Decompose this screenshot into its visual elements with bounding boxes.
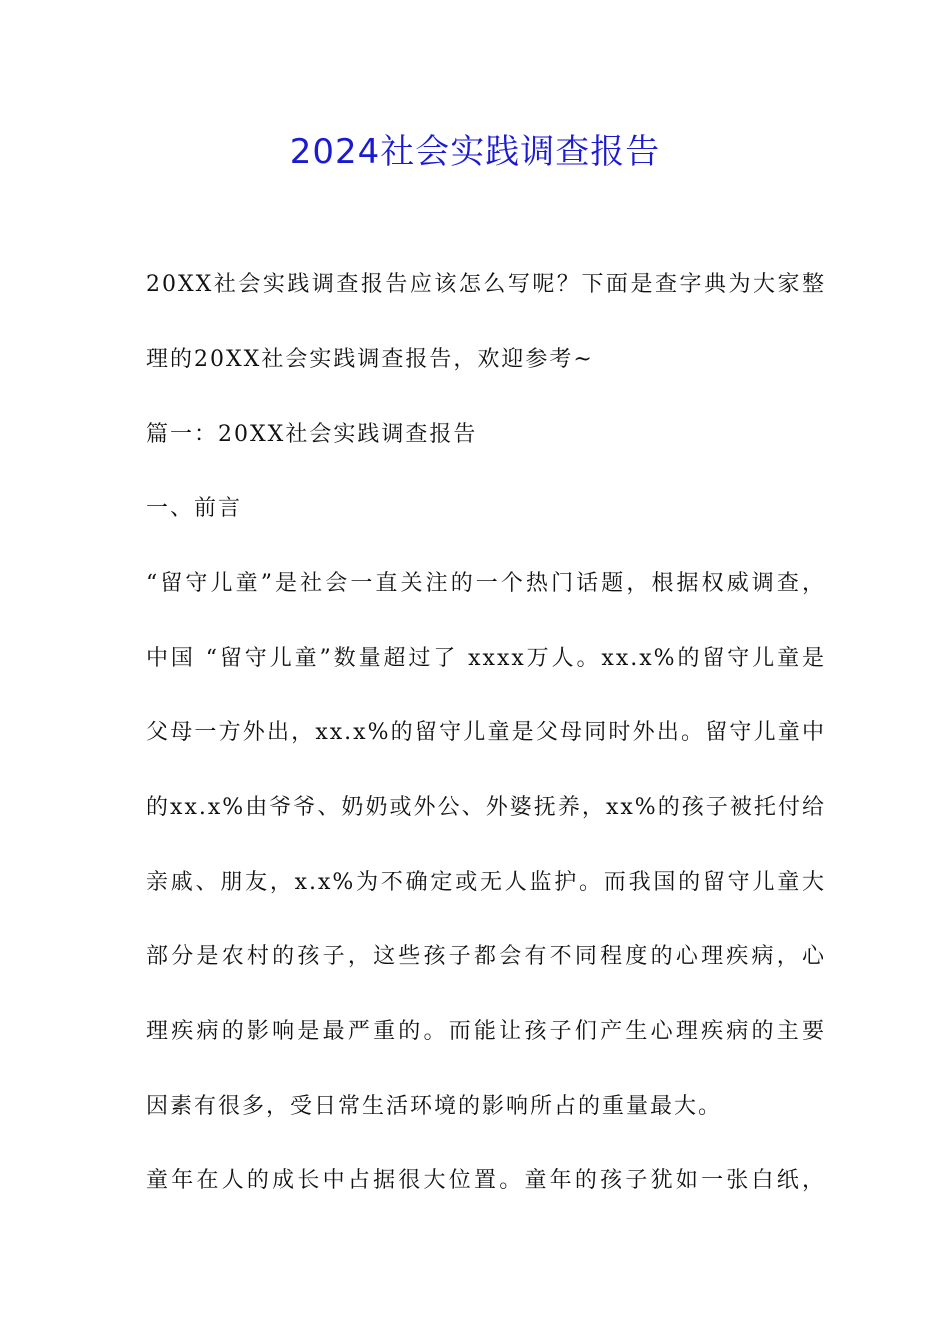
paragraph-line: 童年在人的成长中占据很大位置。童年的孩子犹如一张白纸， [146, 1168, 826, 1193]
document-title: 2024社会实践调查报告 [289, 132, 661, 172]
paragraph-line: 因素有很多，受日常生活环境的影响所占的重量最大。 [146, 1094, 723, 1119]
paragraph-line: 部分是农村的孩子，这些孩子都会有不同程度的心理疾病，心 [146, 944, 826, 969]
paragraph-line: 父母一方外出，xx.x%的留守儿童是父母同时外出。留守儿童中 [146, 720, 826, 745]
paragraph-line: 的xx.x%由爷爷、奶奶或外公、外婆抚养，xx%的孩子被托付给 [146, 795, 826, 820]
paragraph-line: 20XX社会实践调查报告应该怎么写呢？下面是查字典为大家整 [146, 272, 826, 297]
paragraph-line: 中国 “留守儿童”数量超过了 xxxx万人。xx.x%的留守儿童是 [146, 646, 826, 671]
paragraph-line: 理的20XX社会实践调查报告，欢迎参考~ [146, 347, 594, 372]
section-heading: 篇一：20XX社会实践调查报告 [146, 422, 478, 447]
paragraph-line: 理疾病的影响是最严重的。而能让孩子们产生心理疾病的主要 [146, 1019, 826, 1044]
paragraph-line: “留守儿童”是社会一直关注的一个热门话题，根据权威调查， [146, 571, 826, 596]
section-heading: 一、前言 [146, 496, 243, 521]
paragraph-line: 亲戚、朋友，x.x%为不确定或无人监护。而我国的留守儿童大 [146, 870, 826, 895]
